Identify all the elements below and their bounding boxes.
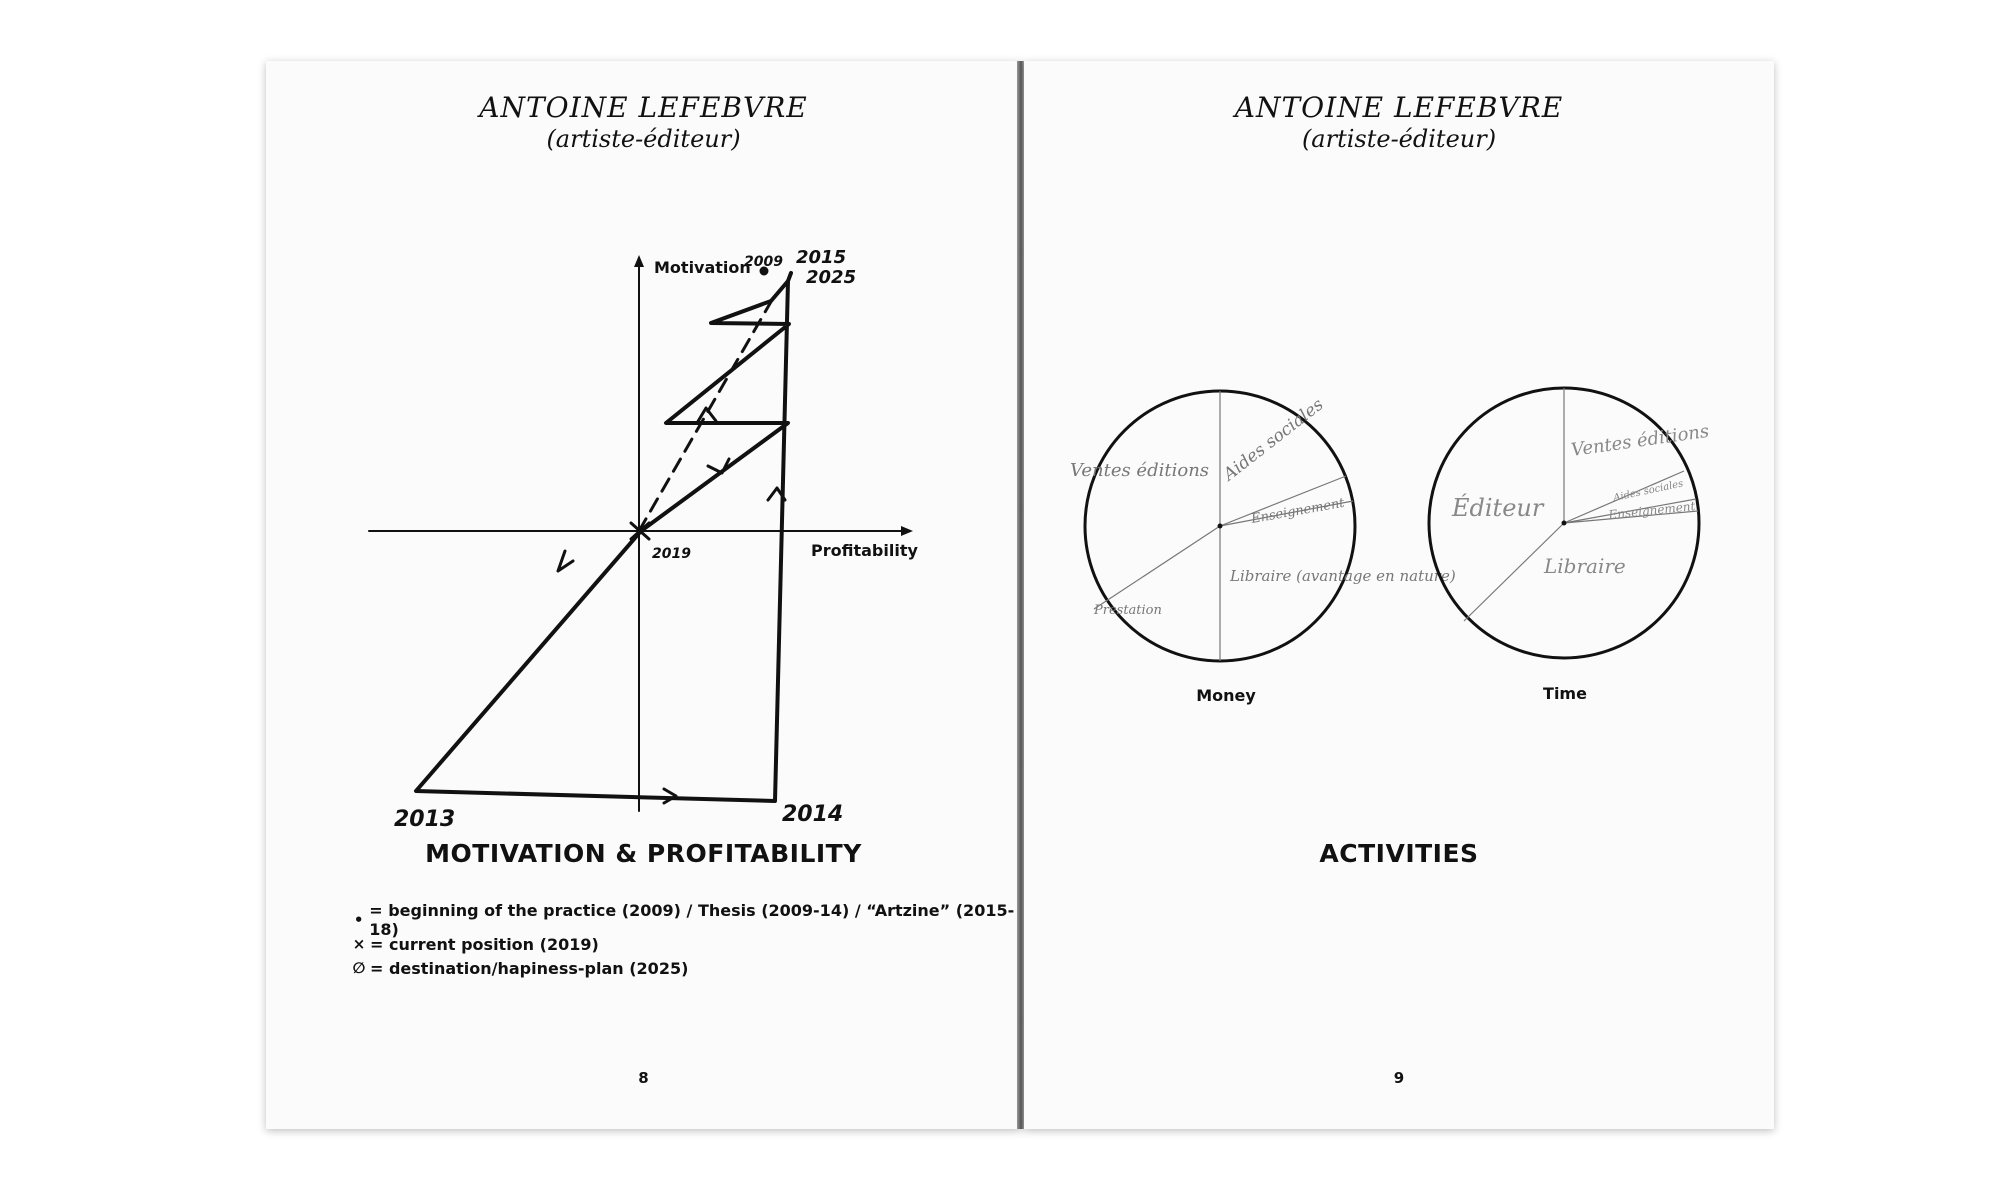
legend-text: = beginning of the practice (2009) / Thesis (2009-14) / “Artzine” (2015-18) (369, 901, 1015, 939)
x-axis-arrowhead (901, 526, 913, 536)
time-label-editeur: Éditeur (1452, 494, 1544, 522)
right-page-title: ACTIVITIES (1319, 839, 1479, 868)
time-label-ventes: Ventes éditions (1569, 420, 1711, 461)
label-2025: 2025 (806, 267, 857, 288)
author-name: ANTOINE LEFEBVRE (479, 91, 808, 124)
left-page-title: MOTIVATION & PROFITABILITY (425, 839, 862, 868)
arrow-up-right (697, 408, 716, 423)
legend-text: = current position (2019) (370, 934, 599, 954)
label-2014: 2014 (782, 802, 844, 827)
trajectory-path (416, 281, 789, 801)
label-2015: 2015 (796, 247, 847, 268)
time-label-aides: Aides sociales (1612, 478, 1685, 504)
motivation-profitability-diagram (266, 61, 1021, 861)
page-number-left: 8 (638, 1069, 649, 1087)
money-label-ventes: Ventes éditions (1070, 460, 1210, 481)
page-number-right: 9 (1393, 1069, 1405, 1087)
author-role: (artiste-éditeur) (546, 125, 741, 153)
diagram-legend (348, 901, 1021, 980)
legend-item-beginning (348, 901, 1021, 939)
activities-pies (1024, 61, 1774, 711)
time-label-enseignement: Enseignement (1607, 498, 1696, 522)
legend-item-destination (348, 956, 1021, 980)
author-name: ANTOINE LEFEBVRE (1234, 91, 1564, 124)
money-pie (1085, 391, 1355, 661)
trajectory-2015-to-2025 (788, 273, 791, 281)
label-2019: 2019 (652, 546, 691, 562)
arrow-down-left-axis (558, 551, 573, 571)
y-axis-label: Motivation (654, 258, 751, 277)
left-page (266, 61, 1021, 1129)
money-label-libraire: Libraire (avantage en nature) (1230, 567, 1456, 585)
cross-icon: × (352, 935, 366, 953)
empty-set-icon: ∅ (352, 959, 366, 977)
money-label-aides: Aides sociales (1219, 394, 1328, 485)
label-2013: 2013 (394, 807, 456, 832)
money-label-prestation: Prestation (1094, 603, 1162, 618)
x-axis-label: Profitability (811, 541, 918, 560)
time-pie-labels (1451, 421, 1710, 578)
author-role: (artiste-éditeur) (1301, 125, 1497, 153)
legend-text: = destination/hapiness-plan (2025) (370, 958, 689, 978)
y-axis-arrowhead (634, 255, 644, 267)
dot-icon: • (353, 911, 364, 929)
time-pie-caption: Time (1543, 684, 1587, 703)
money-pie-caption: Money (1196, 686, 1256, 705)
money-label-enseignement: Enseignement (1250, 495, 1346, 527)
time-label-libraire: Libraire (1544, 554, 1626, 578)
right-page (1024, 61, 1774, 1129)
label-2009: 2009 (744, 254, 783, 270)
